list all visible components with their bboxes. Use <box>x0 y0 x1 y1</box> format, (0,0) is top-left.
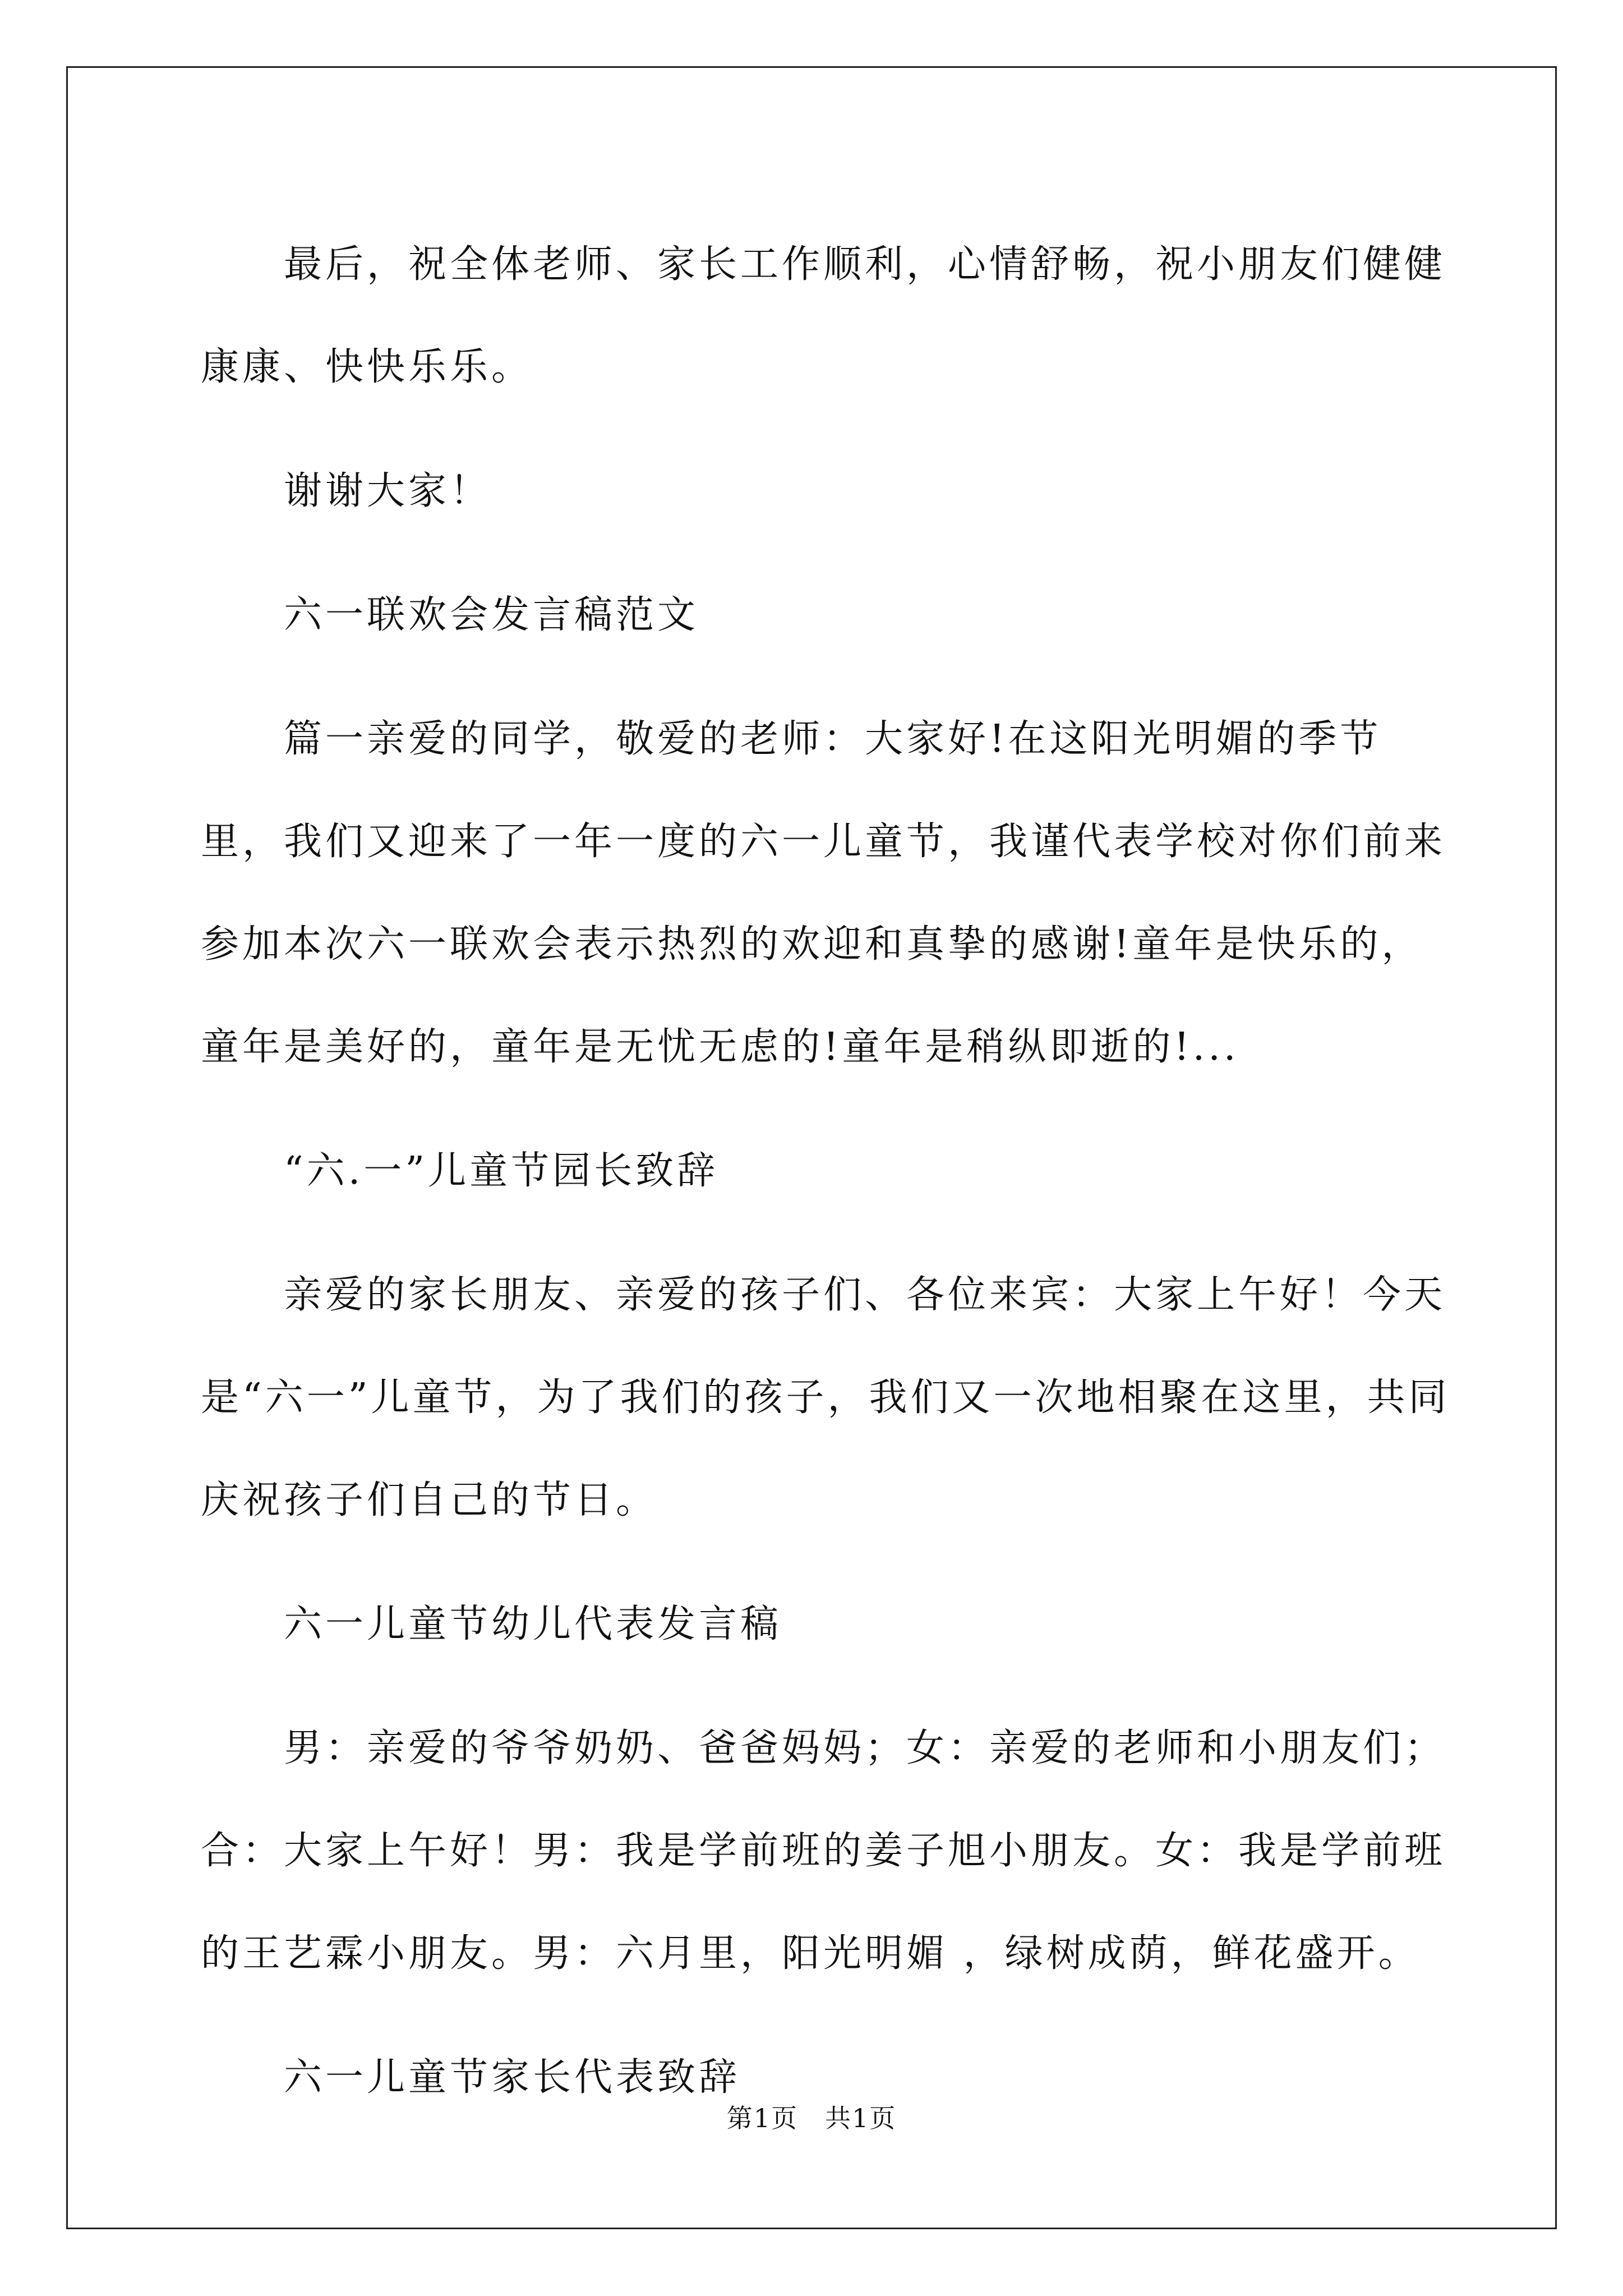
paragraph-party-speech: 篇一亲爱的同学，敬爱的老师：大家好!在这阳光明媚的季节里，我们又迎来了一年一度的六一儿童节，我谨代表学校对你们前来参加本次六一联欢会表示热烈的欢迎和真挚的感谢!童年是快乐的，童年是美好的，童年是无忧无虑的!童年是稍纵即逝的!... <box>201 717 1446 1069</box>
section-heading-party-speech: 六一联欢会发言稿范文 <box>284 593 699 637</box>
section-heading-principal-address: “六.一”儿童节园长致辞 <box>284 1149 719 1193</box>
page-number-footer: 第1页 共1页 <box>726 2103 897 2133</box>
document-body <box>201 213 1450 2150</box>
paragraph-thanks: 谢谢大家！ <box>284 469 492 513</box>
section-heading-child-representative: 六一儿童节幼儿代表发言稿 <box>284 1602 782 1646</box>
paragraph-child-representative: 男：亲爱的爷爷奶奶、爸爸妈妈；女：亲爱的老师和小朋友们；合：大家上午好！男：我是学前班的姜子旭小朋友。女：我是学前班的王艺霖小朋友。男：六月里，阳光明媚 ，绿树成荫，鲜花盛开。 <box>201 1726 1446 1976</box>
paragraph-principal-address: 亲爱的家长朋友、亲爱的孩子们、各位来宾：大家上午好！今天是“六一”儿童节，为了我们的孩子，我们又一次地相聚在这里，共同庆祝孩子们自己的节日。 <box>201 1273 1450 1522</box>
section-heading-parent-representative: 六一儿童节家长代表致辞 <box>284 2055 741 2100</box>
paragraph-closing-wishes: 最后，祝全体老师、家长工作顺利，心情舒畅，祝小朋友们健健康康、快快乐乐。 <box>201 242 1446 389</box>
